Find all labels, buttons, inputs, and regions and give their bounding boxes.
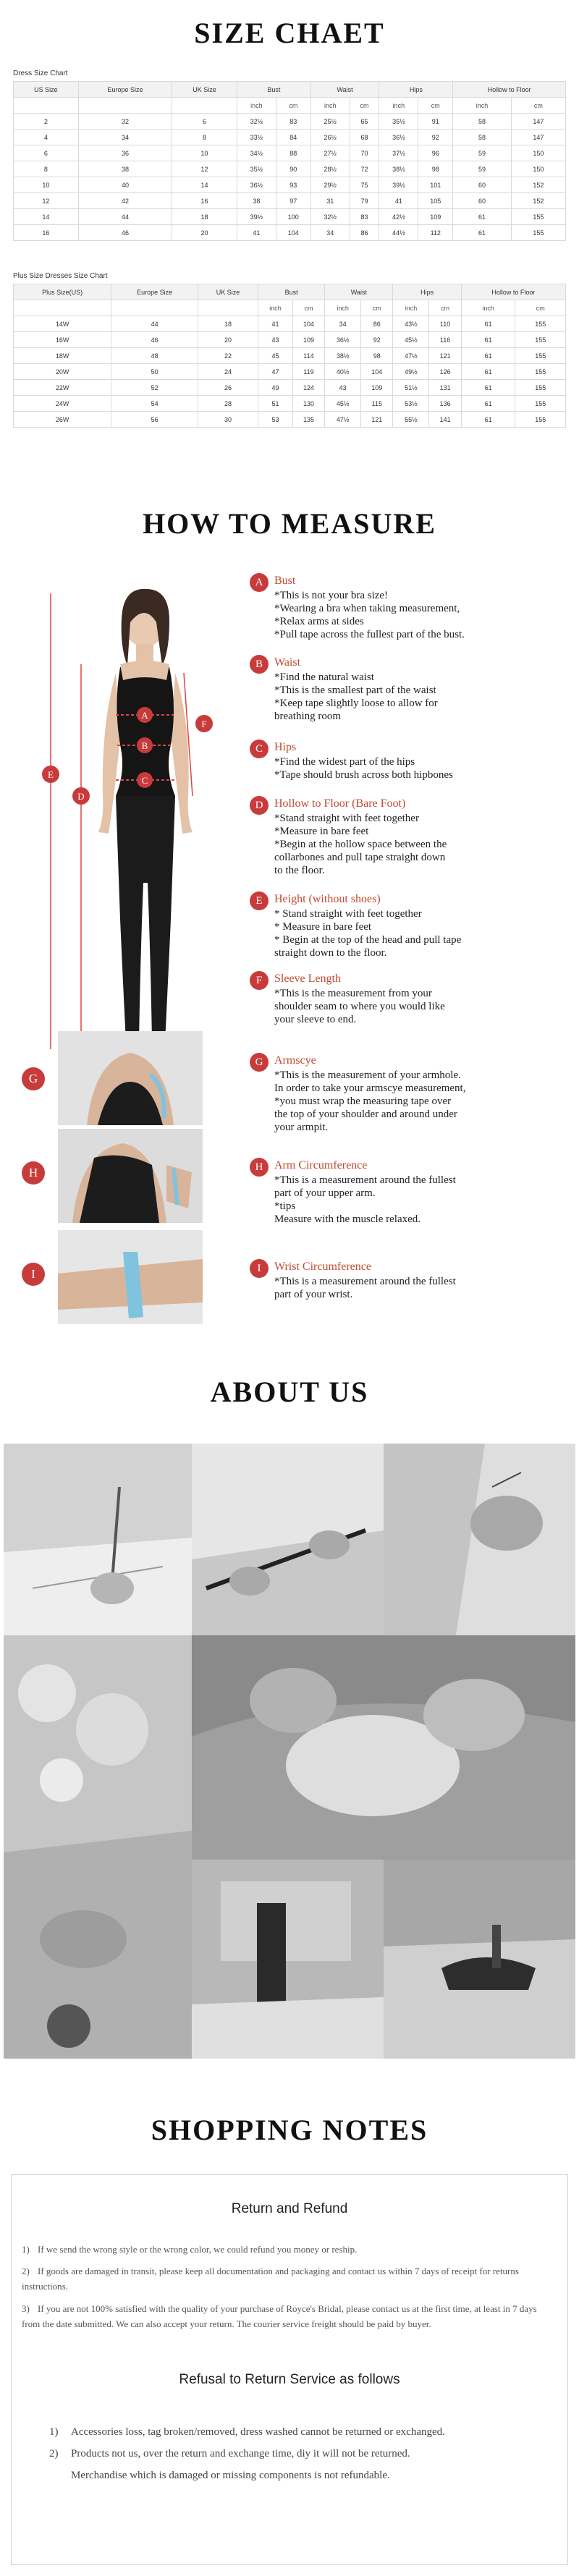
return-refund-title: Return and Refund bbox=[231, 2201, 348, 2216]
guide-body-arm-circumference: *This is a measurement around the fullest part of your upper arm. *tips Measure with the muscle relaxed. bbox=[274, 1174, 456, 1225]
table-cell: 155 bbox=[515, 412, 566, 428]
guide-title-hollow-to-floor: Hollow to Floor (Bare Foot) bbox=[274, 797, 406, 810]
table-cell: 104 bbox=[276, 225, 310, 241]
table-cell: 59 bbox=[453, 161, 512, 177]
dress-chart-caption: Dress Size Chart bbox=[13, 69, 68, 77]
table-cell: 36½ bbox=[325, 332, 361, 348]
table-cell: 155 bbox=[515, 316, 566, 332]
table-cell: 61 bbox=[461, 316, 515, 332]
table-cell: 53½ bbox=[393, 396, 429, 412]
table-cell: 43½ bbox=[393, 316, 429, 332]
detail-badge-g: G bbox=[22, 1067, 45, 1090]
table-cell: 115 bbox=[361, 396, 393, 412]
guide-title-arm-circumference: Arm Circumference bbox=[274, 1159, 368, 1172]
wrist-circumference-photo bbox=[58, 1230, 203, 1324]
table-cell: 40 bbox=[78, 177, 172, 193]
about-photo-lace-detail bbox=[192, 1635, 575, 1860]
table-cell: 26½ bbox=[310, 130, 350, 145]
table-cell: 36½ bbox=[379, 130, 418, 145]
table-unit-cell bbox=[78, 98, 172, 114]
guide-letter-f: F bbox=[250, 971, 269, 990]
table-cell: 98 bbox=[418, 161, 453, 177]
table-cell: 41 bbox=[237, 225, 276, 241]
table-row bbox=[14, 177, 566, 193]
table-cell: 97 bbox=[276, 193, 310, 209]
detail-badge-h: H bbox=[22, 1161, 45, 1185]
table-unit-cell: cm bbox=[429, 300, 461, 316]
guide-title-bust: Bust bbox=[274, 575, 296, 587]
about-photo-sketching bbox=[4, 1444, 192, 1635]
table-cell: 16 bbox=[14, 225, 79, 241]
table-cell: 36½ bbox=[237, 177, 276, 193]
table-cell: 20 bbox=[198, 332, 258, 348]
table-cell: 61 bbox=[461, 396, 515, 412]
table-unit-cell: inch bbox=[461, 300, 515, 316]
size-chart-heading: SIZE CHAET bbox=[194, 17, 385, 49]
plus-size-table bbox=[13, 284, 566, 428]
table-cell: 155 bbox=[511, 225, 565, 241]
table-cell: 32½ bbox=[237, 114, 276, 130]
table-cell: 24W bbox=[14, 396, 111, 412]
table-cell: 22W bbox=[14, 380, 111, 396]
table-header-row bbox=[14, 82, 566, 98]
table-cell: 31 bbox=[310, 193, 350, 209]
table-cell: 112 bbox=[418, 225, 453, 241]
table-cell: 86 bbox=[361, 316, 393, 332]
table-cell: 141 bbox=[429, 412, 461, 428]
table-cell: 152 bbox=[511, 177, 565, 193]
table-row bbox=[14, 225, 566, 241]
table-cell: 109 bbox=[292, 332, 324, 348]
table-cell: 43 bbox=[325, 380, 361, 396]
table-unit-cell bbox=[14, 300, 111, 316]
guide-letter-d: D bbox=[250, 796, 269, 815]
guide-letter-e: E bbox=[250, 891, 269, 910]
table-cell: 4 bbox=[14, 130, 79, 145]
table-cell: 32 bbox=[78, 114, 172, 130]
table-cell: 126 bbox=[429, 364, 461, 380]
table-cell: 72 bbox=[350, 161, 379, 177]
table-cell: 105 bbox=[418, 193, 453, 209]
refusal-item-1: 1) Accessories loss, tag broken/removed, dress washed cannot be returned or exchanged. bbox=[49, 2426, 445, 2438]
table-cell: 155 bbox=[511, 209, 565, 225]
guide-body-hollow-to-floor: *Stand straight with feet together *Measure in bare feet *Begin at the hollow space between the collarbones and pull tape straight down to the floor. bbox=[274, 813, 447, 876]
table-cell: 18 bbox=[198, 316, 258, 332]
table-cell: 36 bbox=[78, 145, 172, 161]
table-cell: 86 bbox=[350, 225, 379, 241]
table-header-cell: Hollow to Floor bbox=[453, 82, 566, 98]
guide-title-armscye: Armscye bbox=[274, 1054, 316, 1067]
table-unit-cell: cm bbox=[292, 300, 324, 316]
table-cell: 104 bbox=[361, 364, 393, 380]
table-cell: 155 bbox=[515, 396, 566, 412]
table-cell: 83 bbox=[350, 209, 379, 225]
table-cell: 47½ bbox=[325, 412, 361, 428]
table-cell: 46 bbox=[111, 332, 198, 348]
table-unit-cell: inch bbox=[453, 98, 512, 114]
model-letter-e: E bbox=[48, 769, 54, 780]
table-cell: 38½ bbox=[325, 348, 361, 364]
table-cell: 26W bbox=[14, 412, 111, 428]
table-cell: 30 bbox=[198, 412, 258, 428]
table-cell: 54 bbox=[111, 396, 198, 412]
table-row bbox=[14, 145, 566, 161]
table-unit-row bbox=[14, 98, 566, 114]
table-row bbox=[14, 130, 566, 145]
table-cell: 70 bbox=[350, 145, 379, 161]
table-row bbox=[14, 193, 566, 209]
refusal-item-3: Merchandise which is damaged or missing components is not refundable. bbox=[71, 2470, 390, 2481]
about-photo-sewing bbox=[384, 1444, 575, 1635]
guide-letter-h: H bbox=[250, 1158, 269, 1177]
table-unit-cell: cm bbox=[350, 98, 379, 114]
table-cell: 34 bbox=[78, 130, 172, 145]
table-cell: 14W bbox=[14, 316, 111, 332]
table-cell: 38 bbox=[78, 161, 172, 177]
table-cell: 26 bbox=[198, 380, 258, 396]
about-photo-floral-lace bbox=[4, 1635, 192, 2059]
table-unit-cell: inch bbox=[393, 300, 429, 316]
guide-body-height: * Stand straight with feet together * Measure in bare feet * Begin at the top of the head and pull tape straight down to the floor. bbox=[274, 908, 462, 959]
guide-item-wrist-circumference bbox=[250, 1259, 568, 1317]
table-unit-cell: inch bbox=[258, 300, 293, 316]
table-header-cell: US Size bbox=[14, 82, 79, 98]
table-cell: 45½ bbox=[325, 396, 361, 412]
table-cell: 41 bbox=[258, 316, 293, 332]
table-cell: 131 bbox=[429, 380, 461, 396]
about-photo-sewing-machine bbox=[192, 1860, 384, 2059]
table-unit-row bbox=[14, 300, 566, 316]
table-unit-cell bbox=[198, 300, 258, 316]
return-item-2: 2) If goods are damaged in transit, please keep all documentation and packaging and contact us within 7 days of receipt for returns instructions. bbox=[22, 2266, 519, 2292]
table-cell: 56 bbox=[111, 412, 198, 428]
table-cell: 60 bbox=[453, 177, 512, 193]
table-header-cell: UK Size bbox=[172, 82, 237, 98]
guide-letter-i: I bbox=[250, 1259, 269, 1278]
about-photo-measuring bbox=[192, 1444, 384, 1635]
table-cell: 10 bbox=[172, 145, 237, 161]
guide-body-hips: *Find the widest part of the hips *Tape should brush across both hipbones bbox=[274, 756, 453, 781]
table-cell: 43 bbox=[258, 332, 293, 348]
table-cell: 24 bbox=[198, 364, 258, 380]
how-to-measure-heading: HOW TO MEASURE bbox=[143, 507, 436, 540]
guide-item-hollow-to-floor bbox=[250, 796, 568, 890]
table-unit-cell: cm bbox=[276, 98, 310, 114]
shopping-notes-box bbox=[11, 2174, 568, 2565]
arm-circumference-photo bbox=[58, 1129, 203, 1223]
table-row bbox=[14, 161, 566, 177]
table-cell: 58 bbox=[453, 130, 512, 145]
table-row bbox=[14, 380, 566, 396]
table-cell: 61 bbox=[461, 364, 515, 380]
table-cell: 22 bbox=[198, 348, 258, 364]
table-cell: 58 bbox=[453, 114, 512, 130]
table-cell: 16W bbox=[14, 332, 111, 348]
table-unit-cell bbox=[172, 98, 237, 114]
table-cell: 61 bbox=[461, 332, 515, 348]
table-cell: 20W bbox=[14, 364, 111, 380]
table-cell: 49 bbox=[258, 380, 293, 396]
guide-body-sleeve-length: *This is the measurement from your shoulder seam to where you would like your sleeve to end. bbox=[274, 988, 445, 1025]
table-cell: 32½ bbox=[310, 209, 350, 225]
table-unit-cell bbox=[14, 98, 79, 114]
about-photo-ironing bbox=[384, 1860, 575, 2059]
table-cell: 59 bbox=[453, 145, 512, 161]
table-header-cell: Plus Size(US) bbox=[14, 284, 111, 300]
table-cell: 150 bbox=[511, 145, 565, 161]
table-cell: 39½ bbox=[379, 177, 418, 193]
guide-body-bust: *This is not your bra size! *Wearing a bra when taking measurement, *Relax arms at sides *Pull tape across the fullest part of the bust. bbox=[274, 590, 465, 640]
table-unit-cell: cm bbox=[418, 98, 453, 114]
table-cell: 130 bbox=[292, 396, 324, 412]
table-cell: 155 bbox=[515, 348, 566, 364]
table-row bbox=[14, 412, 566, 428]
table-cell: 91 bbox=[418, 114, 453, 130]
table-cell: 152 bbox=[511, 193, 565, 209]
table-cell: 124 bbox=[292, 380, 324, 396]
table-cell: 109 bbox=[418, 209, 453, 225]
table-cell: 51½ bbox=[393, 380, 429, 396]
table-cell: 61 bbox=[453, 209, 512, 225]
table-cell: 110 bbox=[429, 316, 461, 332]
table-cell: 12 bbox=[172, 161, 237, 177]
table-unit-cell: inch bbox=[379, 98, 418, 114]
guide-item-armscye bbox=[250, 1053, 568, 1147]
table-cell: 155 bbox=[515, 380, 566, 396]
table-cell: 16 bbox=[172, 193, 237, 209]
table-unit-cell: cm bbox=[515, 300, 566, 316]
table-cell: 61 bbox=[461, 380, 515, 396]
table-cell: 155 bbox=[515, 332, 566, 348]
table-cell: 27½ bbox=[310, 145, 350, 161]
table-cell: 68 bbox=[350, 130, 379, 145]
table-cell: 37½ bbox=[379, 145, 418, 161]
table-row bbox=[14, 316, 566, 332]
model-letter-f: F bbox=[201, 719, 207, 729]
table-cell: 150 bbox=[511, 161, 565, 177]
table-header-cell: Europe Size bbox=[111, 284, 198, 300]
table-cell: 88 bbox=[276, 145, 310, 161]
table-cell: 116 bbox=[429, 332, 461, 348]
guide-letter-g: G bbox=[250, 1053, 269, 1072]
guide-item-waist bbox=[250, 655, 568, 734]
plus-chart-caption: Plus Size Dresses Size Chart bbox=[13, 272, 108, 280]
table-header-cell: Waist bbox=[310, 82, 379, 98]
table-cell: 35½ bbox=[379, 114, 418, 130]
table-cell: 121 bbox=[429, 348, 461, 364]
table-cell: 8 bbox=[14, 161, 79, 177]
model-letter-a: A bbox=[141, 710, 148, 721]
table-cell: 42 bbox=[78, 193, 172, 209]
table-cell: 53 bbox=[258, 412, 293, 428]
table-header-cell: Hips bbox=[393, 284, 461, 300]
table-cell: 20 bbox=[172, 225, 237, 241]
table-cell: 61 bbox=[461, 412, 515, 428]
table-cell: 79 bbox=[350, 193, 379, 209]
table-cell: 28½ bbox=[310, 161, 350, 177]
table-cell: 39½ bbox=[237, 209, 276, 225]
refusal-title: Refusal to Return Service as follows bbox=[179, 2372, 400, 2387]
table-cell: 45 bbox=[258, 348, 293, 364]
table-cell: 114 bbox=[292, 348, 324, 364]
table-cell: 55½ bbox=[393, 412, 429, 428]
guide-letter-c: C bbox=[250, 740, 269, 758]
guide-item-sleeve-length bbox=[250, 971, 568, 1043]
guide-title-sleeve-length: Sleeve Length bbox=[274, 973, 341, 985]
table-cell: 6 bbox=[14, 145, 79, 161]
table-header-cell: Hollow to Floor bbox=[461, 284, 565, 300]
table-cell: 61 bbox=[453, 225, 512, 241]
table-cell: 75 bbox=[350, 177, 379, 193]
model-figure bbox=[14, 579, 232, 1071]
table-cell: 47½ bbox=[393, 348, 429, 364]
table-row bbox=[14, 364, 566, 380]
table-cell: 45½ bbox=[393, 332, 429, 348]
table-unit-cell: inch bbox=[237, 98, 276, 114]
table-cell: 100 bbox=[276, 209, 310, 225]
table-cell: 10 bbox=[14, 177, 79, 193]
shopping-notes-heading: SHOPPING NOTES bbox=[151, 2114, 428, 2146]
table-cell: 38½ bbox=[379, 161, 418, 177]
return-item-1: 1) If we send the wrong style or the wrong color, we could refund you money or reship. bbox=[22, 2244, 358, 2255]
table-cell: 60 bbox=[453, 193, 512, 209]
guide-title-waist: Waist bbox=[274, 656, 301, 669]
return-item-3: 3) If you are not 100% satisfied with the quality of your purchase of Royce's Bridal, please contact us at the first time, at least in 7 days from the date submitted. We can also accept your return. The courier service freight should be paid by buyer. bbox=[22, 2303, 537, 2329]
table-cell: 28 bbox=[198, 396, 258, 412]
guide-body-wrist-circumference: *This is a measurement around the fullest part of your wrist. bbox=[274, 1276, 456, 1300]
table-row bbox=[14, 209, 566, 225]
table-cell: 18 bbox=[172, 209, 237, 225]
guide-item-hips bbox=[250, 740, 568, 797]
guide-body-waist: *Find the natural waist *This is the smallest part of the waist *Keep tape slightly loose to allow for breathing room bbox=[274, 671, 438, 722]
table-cell: 44 bbox=[78, 209, 172, 225]
table-cell: 83 bbox=[276, 114, 310, 130]
table-cell: 93 bbox=[276, 177, 310, 193]
table-cell: 92 bbox=[418, 130, 453, 145]
table-row bbox=[14, 396, 566, 412]
table-header-cell: Hips bbox=[379, 82, 453, 98]
table-cell: 65 bbox=[350, 114, 379, 130]
table-cell: 14 bbox=[172, 177, 237, 193]
guide-title-height: Height (without shoes) bbox=[274, 893, 381, 905]
table-cell: 52 bbox=[111, 380, 198, 396]
table-cell: 12 bbox=[14, 193, 79, 209]
table-cell: 96 bbox=[418, 145, 453, 161]
table-cell: 44½ bbox=[379, 225, 418, 241]
table-cell: 33½ bbox=[237, 130, 276, 145]
table-cell: 8 bbox=[172, 130, 237, 145]
table-cell: 25½ bbox=[310, 114, 350, 130]
table-cell: 109 bbox=[361, 380, 393, 396]
table-row bbox=[14, 114, 566, 130]
table-cell: 135 bbox=[292, 412, 324, 428]
table-unit-cell bbox=[111, 300, 198, 316]
table-cell: 34 bbox=[325, 316, 361, 332]
table-cell: 49½ bbox=[393, 364, 429, 380]
guide-item-height bbox=[250, 891, 568, 971]
table-cell: 44 bbox=[111, 316, 198, 332]
table-cell: 47 bbox=[258, 364, 293, 380]
table-cell: 41 bbox=[379, 193, 418, 209]
guide-item-arm-circumference bbox=[250, 1158, 568, 1237]
table-cell: 119 bbox=[292, 364, 324, 380]
about-us-heading: ABOUT US bbox=[210, 1376, 369, 1408]
table-cell: 14 bbox=[14, 209, 79, 225]
refusal-item-2: 2) Products not us, over the return and exchange time, diy it will not be returned. bbox=[49, 2448, 410, 2460]
detail-badge-i: I bbox=[22, 1263, 45, 1286]
table-cell: 98 bbox=[361, 348, 393, 364]
table-unit-cell: inch bbox=[310, 98, 350, 114]
table-header-cell: Europe Size bbox=[78, 82, 172, 98]
table-cell: 48 bbox=[111, 348, 198, 364]
table-cell: 34½ bbox=[237, 145, 276, 161]
model-letter-d: D bbox=[77, 791, 85, 802]
table-cell: 155 bbox=[515, 364, 566, 380]
table-cell: 50 bbox=[111, 364, 198, 380]
table-cell: 121 bbox=[361, 412, 393, 428]
table-cell: 29½ bbox=[310, 177, 350, 193]
table-cell: 35½ bbox=[237, 161, 276, 177]
table-header-cell: UK Size bbox=[198, 284, 258, 300]
table-unit-cell: cm bbox=[511, 98, 565, 114]
table-cell: 6 bbox=[172, 114, 237, 130]
table-cell: 2 bbox=[14, 114, 79, 130]
guide-letter-a: A bbox=[250, 573, 269, 592]
table-cell: 46 bbox=[78, 225, 172, 241]
table-cell: 84 bbox=[276, 130, 310, 145]
table-cell: 90 bbox=[276, 161, 310, 177]
table-unit-cell: cm bbox=[361, 300, 393, 316]
dress-size-table bbox=[13, 81, 566, 241]
table-cell: 101 bbox=[418, 177, 453, 193]
table-header-cell: Bust bbox=[237, 82, 310, 98]
table-cell: 104 bbox=[292, 316, 324, 332]
table-cell: 42½ bbox=[379, 209, 418, 225]
table-header-row bbox=[14, 284, 566, 300]
table-header-cell: Bust bbox=[258, 284, 325, 300]
table-cell: 34 bbox=[310, 225, 350, 241]
table-cell: 147 bbox=[511, 130, 565, 145]
table-row bbox=[14, 348, 566, 364]
model-letter-c: C bbox=[141, 775, 148, 786]
table-cell: 61 bbox=[461, 348, 515, 364]
table-cell: 38 bbox=[237, 193, 276, 209]
guide-title-wrist-circumference: Wrist Circumference bbox=[274, 1261, 371, 1273]
table-cell: 92 bbox=[361, 332, 393, 348]
table-row bbox=[14, 332, 566, 348]
model-letter-b: B bbox=[141, 740, 148, 751]
table-unit-cell: inch bbox=[325, 300, 361, 316]
table-cell: 51 bbox=[258, 396, 293, 412]
table-cell: 136 bbox=[429, 396, 461, 412]
guide-letter-b: B bbox=[250, 655, 269, 674]
table-cell: 18W bbox=[14, 348, 111, 364]
table-cell: 40½ bbox=[325, 364, 361, 380]
table-header-cell: Waist bbox=[325, 284, 393, 300]
table-cell: 147 bbox=[511, 114, 565, 130]
armscye-photo bbox=[58, 1031, 203, 1125]
guide-body-armscye: *This is the measurement of your armhole. In order to take your armscye measurement, *you must wrap the measuring tape over the top of your shoulder and around under your armpit. bbox=[274, 1069, 466, 1133]
guide-item-bust bbox=[250, 573, 568, 653]
guide-title-hips: Hips bbox=[274, 741, 297, 753]
